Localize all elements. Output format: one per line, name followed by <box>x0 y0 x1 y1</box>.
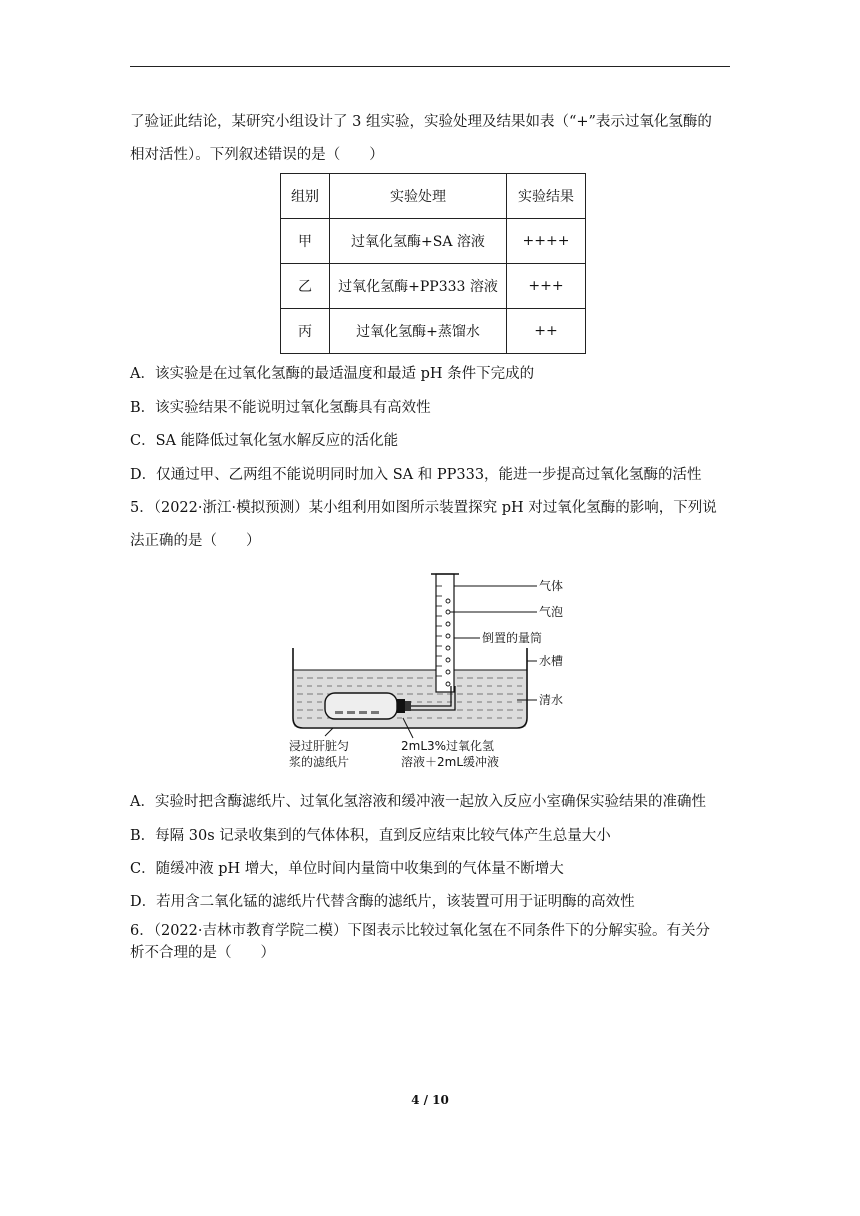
label-tank: 水槽 <box>539 654 564 668</box>
table-row <box>281 219 586 264</box>
header-treatment: 实验处理 <box>330 174 507 219</box>
q5-option-a: A．实验时把含酶滤纸片、过氧化氢溶液和缓冲液一起放入反应小室确保实验结果的准确性 <box>130 794 706 810</box>
label-cylinder: 倒置的量筒 <box>482 631 543 645</box>
q4-option-d: D．仅通过甲、乙两组不能说明同时加入 SA 和 PP333，能进一步提高过氧化氢酶的活性 <box>130 467 702 483</box>
table-cell: ++ <box>507 309 586 354</box>
q4-stem-line2: 相对活性）。下列叙述错误的是（ ） <box>130 147 384 163</box>
results-table <box>280 173 586 354</box>
q4-option-a: A．该实验是在过氧化氢酶的最适温度和最适 pH 条件下完成的 <box>130 366 535 382</box>
table-row <box>281 264 586 309</box>
stopper <box>397 699 405 713</box>
table-cell: 过氧化氢酶+PP333 溶液 <box>330 264 507 309</box>
label-solution-2: 溶液＋2mL缓冲液 <box>401 755 500 769</box>
label-bubble: 气泡 <box>539 605 564 619</box>
table-cell: ++++ <box>507 219 586 264</box>
q5-option-b: B．每隔 30s 记录收集到的气体体积，直到反应结束比较气体产生总量大小 <box>130 828 611 844</box>
q6-stem-line1: 6．（2022·吉林市教育学院二模）下图表示比较过氧化氢在不同条件下的分解实验。有关分 <box>130 923 710 939</box>
measuring-cylinder <box>436 574 454 692</box>
header-group: 组别 <box>281 174 330 219</box>
table-cell: 甲 <box>281 219 330 264</box>
header-result: 实验结果 <box>507 174 586 219</box>
label-gas: 气体 <box>539 579 564 593</box>
q5-option-d: D．若用含二氧化锰的滤纸片代替含酶的滤纸片，该装置可用于证明酶的高效性 <box>130 894 635 910</box>
table-row <box>281 309 586 354</box>
q4-stem-line1: 了验证此结论，某研究小组设计了 3 组实验，实验处理及结果如表（“+”表示过氧化氢酶的 <box>130 114 712 130</box>
table-cell: +++ <box>507 264 586 309</box>
header-rule <box>130 66 730 67</box>
label-filter-paper-1: 浸过肝脏匀 <box>289 739 350 753</box>
reaction-chamber <box>325 693 397 719</box>
table-header-row <box>281 174 586 219</box>
q5-stem-line1: 5．（2022·浙江·模拟预测）某小组利用如图所示装置探究 pH 对过氧化氢酶的影响，下列说 <box>130 500 717 516</box>
table-cell: 过氧化氢酶+蒸馏水 <box>330 309 507 354</box>
table-cell: 过氧化氢酶+SA 溶液 <box>330 219 507 264</box>
table-cell: 乙 <box>281 264 330 309</box>
q5-option-c: C．随缓冲液 pH 增大，单位时间内量筒中收集到的气体量不断增大 <box>130 861 564 877</box>
q4-option-c: C．SA 能降低过氧化氢水解反应的活化能 <box>130 433 399 449</box>
label-solution-1: 2mL3%过氧化氢 <box>401 739 495 753</box>
label-water: 清水 <box>539 693 564 707</box>
q6-stem-line2: 析不合理的是（ ） <box>130 945 275 961</box>
table-cell: 丙 <box>281 309 330 354</box>
page-number: 4 / 10 <box>411 1093 449 1107</box>
q5-stem-line2: 法正确的是（ ） <box>130 533 261 549</box>
label-filter-paper-2: 浆的滤纸片 <box>289 755 350 769</box>
q4-option-b: B．该实验结果不能说明过氧化氢酶具有高效性 <box>130 400 431 416</box>
apparatus-diagram <box>285 568 585 778</box>
